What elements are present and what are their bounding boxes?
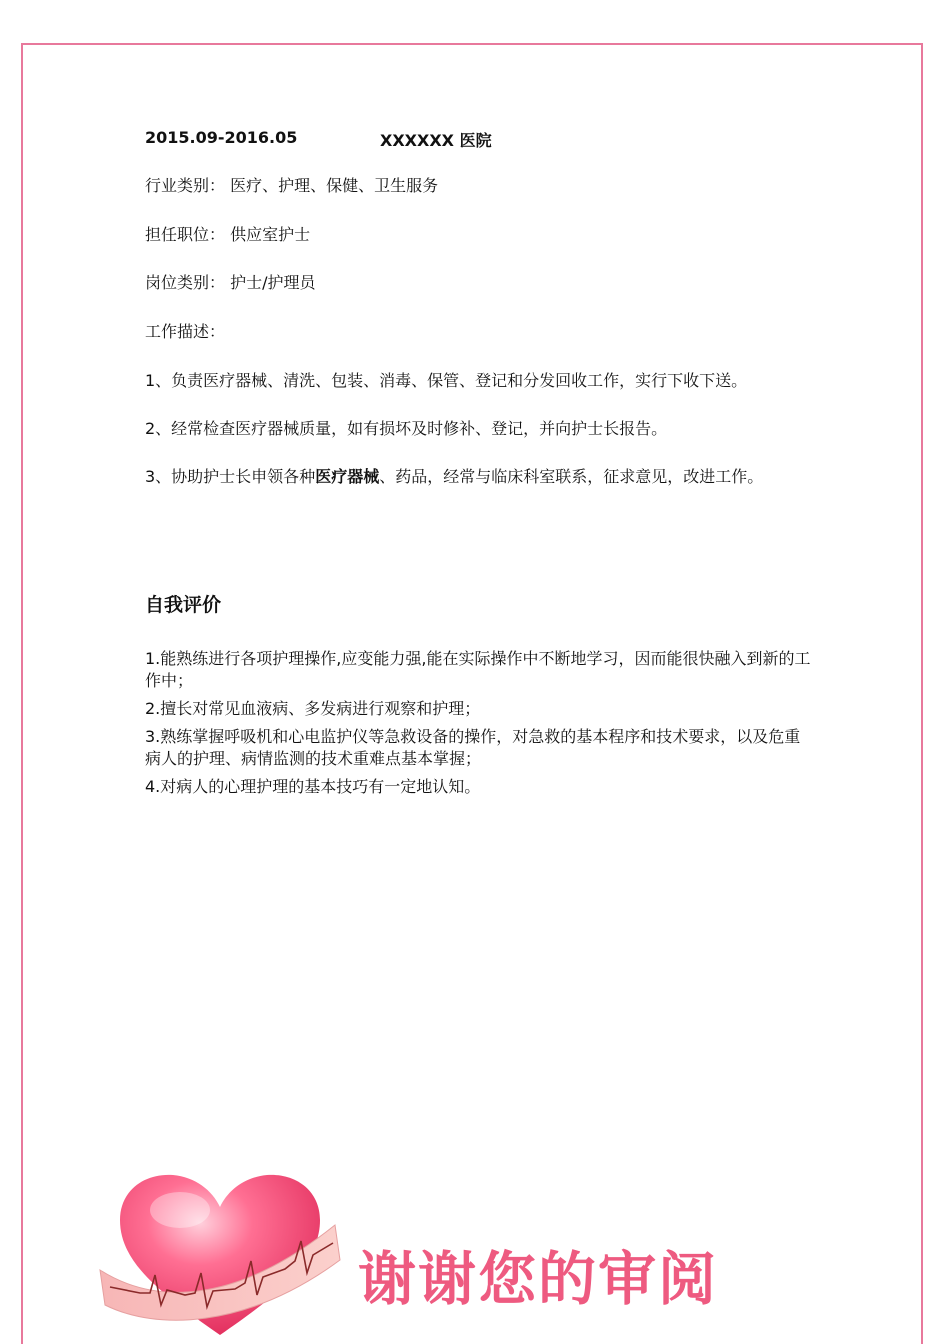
experience-period: 2015.09-2016.05: [145, 128, 298, 147]
duty-3: [145, 467, 763, 487]
self-eval-title: 自我评价: [145, 594, 222, 616]
heart-ecg-icon: [95, 1165, 345, 1344]
self-eval-item: 1.能熟练进行各项护理操作,应变能力强,能在实际操作中不断地学习，因而能很快融入到新的工作中；: [145, 649, 811, 690]
duty-3-suffix: 、药品，经常与临床科室联系，征求意见，改进工作。: [379, 467, 764, 486]
self-eval-list: [145, 648, 815, 804]
duty-2: 2、经常检查医疗器械质量，如有损坏及时修补、登记，并向护士长报告。: [145, 419, 668, 438]
duty-1: 1、负责医疗器械、清洗、包装、消毒、保管、登记和分发回收工作，实行下收下送。: [145, 371, 748, 390]
position-line: 担任职位： 供应室护士: [145, 225, 311, 244]
self-eval-item: 2.擅长对常见血液病、多发病进行观察和护理；: [145, 699, 481, 718]
duty-3-emphasis: 医疗器械: [315, 467, 380, 486]
experience-employer: XXXXXX 医院: [380, 131, 492, 150]
description-label: 工作描述：: [145, 322, 226, 341]
category-line: 岗位类别： 护士/护理员: [145, 273, 316, 292]
self-eval-item: 4.对病人的心理护理的基本技巧有一定地认知。: [145, 777, 481, 796]
industry-line: 行业类别： 医疗、护理、保健、卫生服务: [145, 176, 439, 195]
duty-3-prefix: 3、协助护士长申领各种: [145, 467, 316, 486]
thanks-message: 谢谢您的审阅: [358, 1245, 719, 1313]
self-eval-item: 3.熟练掌握呼吸机和心电监护仪等急救设备的操作，对急救的基本程序和技术要求，以及危重病人的护理、病情监测的技术重难点基本掌握；: [145, 727, 801, 768]
